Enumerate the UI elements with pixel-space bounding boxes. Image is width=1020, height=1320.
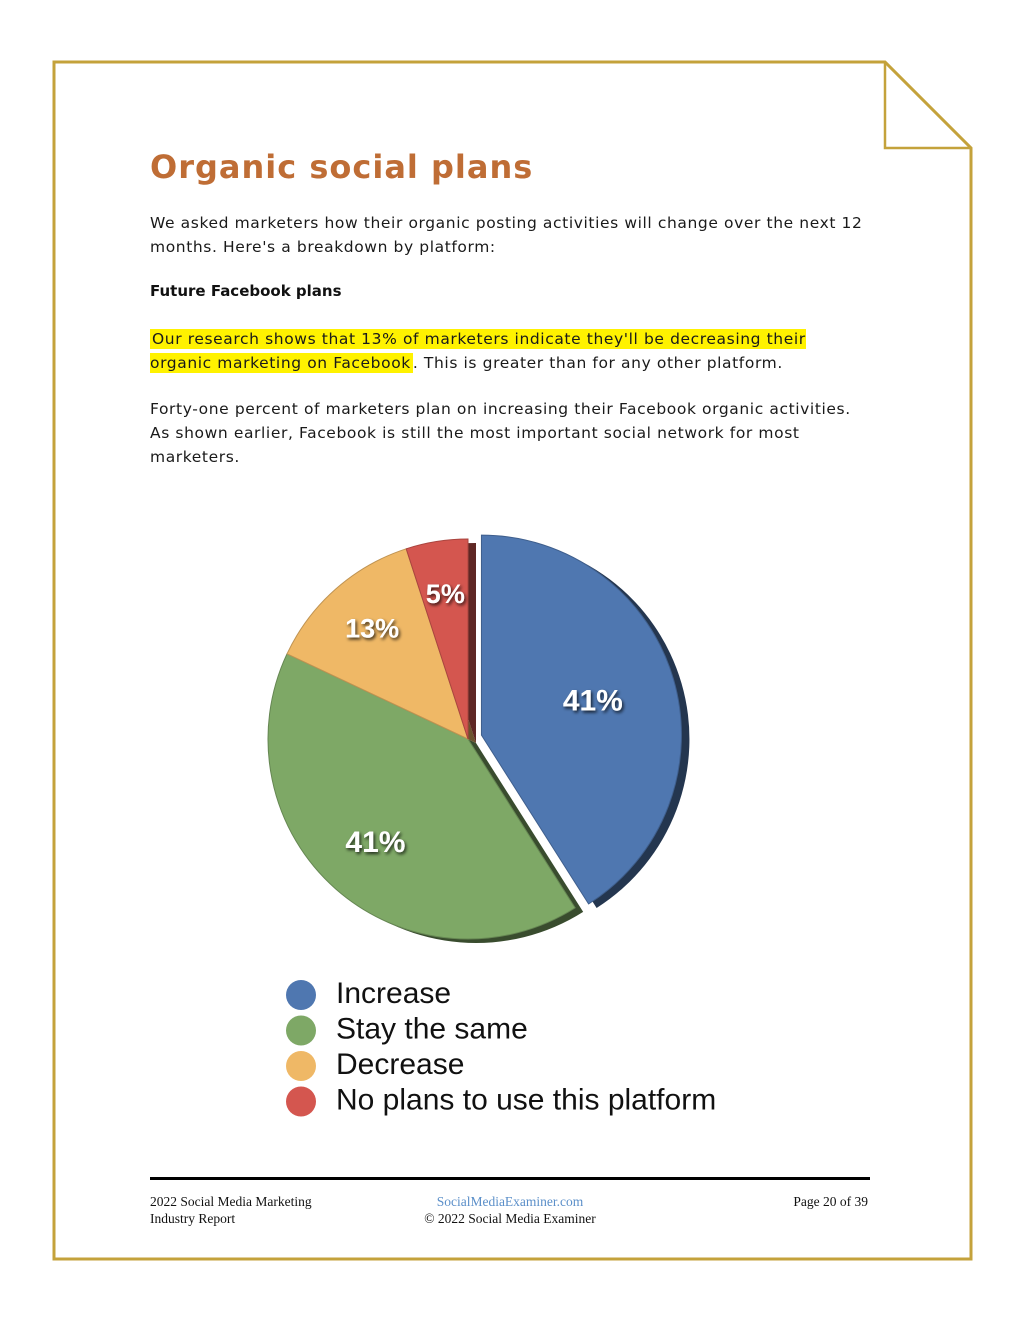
- highlighted-text: Our research shows that 13% of marketers indicate they'll be decreasing their organic marketing on Facebook: [150, 330, 806, 372]
- footer-report-title: [150, 1193, 312, 1227]
- legend-swatch-decrease: [286, 1051, 316, 1081]
- pie-label-stay-the-same: 41%: [345, 825, 406, 859]
- legend-label-stay-the-same: Stay the same: [336, 1012, 528, 1046]
- intro-paragraph: We asked marketers how their organic posting activities will change over the next 12 months. Here's a breakdown by platform:: [150, 214, 863, 256]
- footer-left-line2: Industry Report: [150, 1211, 236, 1226]
- pie-label-decrease: 13%: [345, 613, 400, 644]
- highlight-tail-text: . This is greater than for any other platform.: [412, 354, 783, 372]
- pie-chart: [265, 482, 755, 1132]
- legend-swatch-increase: [286, 980, 316, 1010]
- legend-label-decrease: Decrease: [336, 1047, 465, 1081]
- page-title: Organic social plans: [150, 148, 534, 186]
- pie-label-no-plans-to-use-this-platform: 5%: [425, 578, 465, 609]
- footer-copyright: © 2022 Social Media Examiner: [424, 1211, 596, 1226]
- highlight-paragraph: [150, 327, 870, 375]
- footer-left-line1: 2022 Social Media Marketing: [150, 1194, 312, 1209]
- footer-site-link[interactable]: SocialMediaExaminer.com: [436, 1194, 584, 1209]
- subheading-facebook-plans: Future Facebook plans: [150, 282, 342, 300]
- pie-label-increase: 41%: [562, 684, 623, 718]
- legend-swatch-stay-the-same: [286, 1016, 316, 1046]
- paragraph-increase: Forty-one percent of marketers plan on increasing their Facebook organic activities. As shown earlier, Facebook is still the most important social network for most marketers.: [150, 400, 851, 466]
- legend-label-increase: Increase: [336, 976, 452, 1010]
- footer-page-number: Page 20 of 39: [793, 1194, 868, 1209]
- legend-label-no-plans-to-use-this-platform: No plans to use this platform: [336, 1083, 717, 1117]
- legend-swatch-no-plans-to-use-this-platform: [286, 1087, 316, 1117]
- footer-center: [360, 1193, 660, 1227]
- footer-rule: [150, 1177, 870, 1180]
